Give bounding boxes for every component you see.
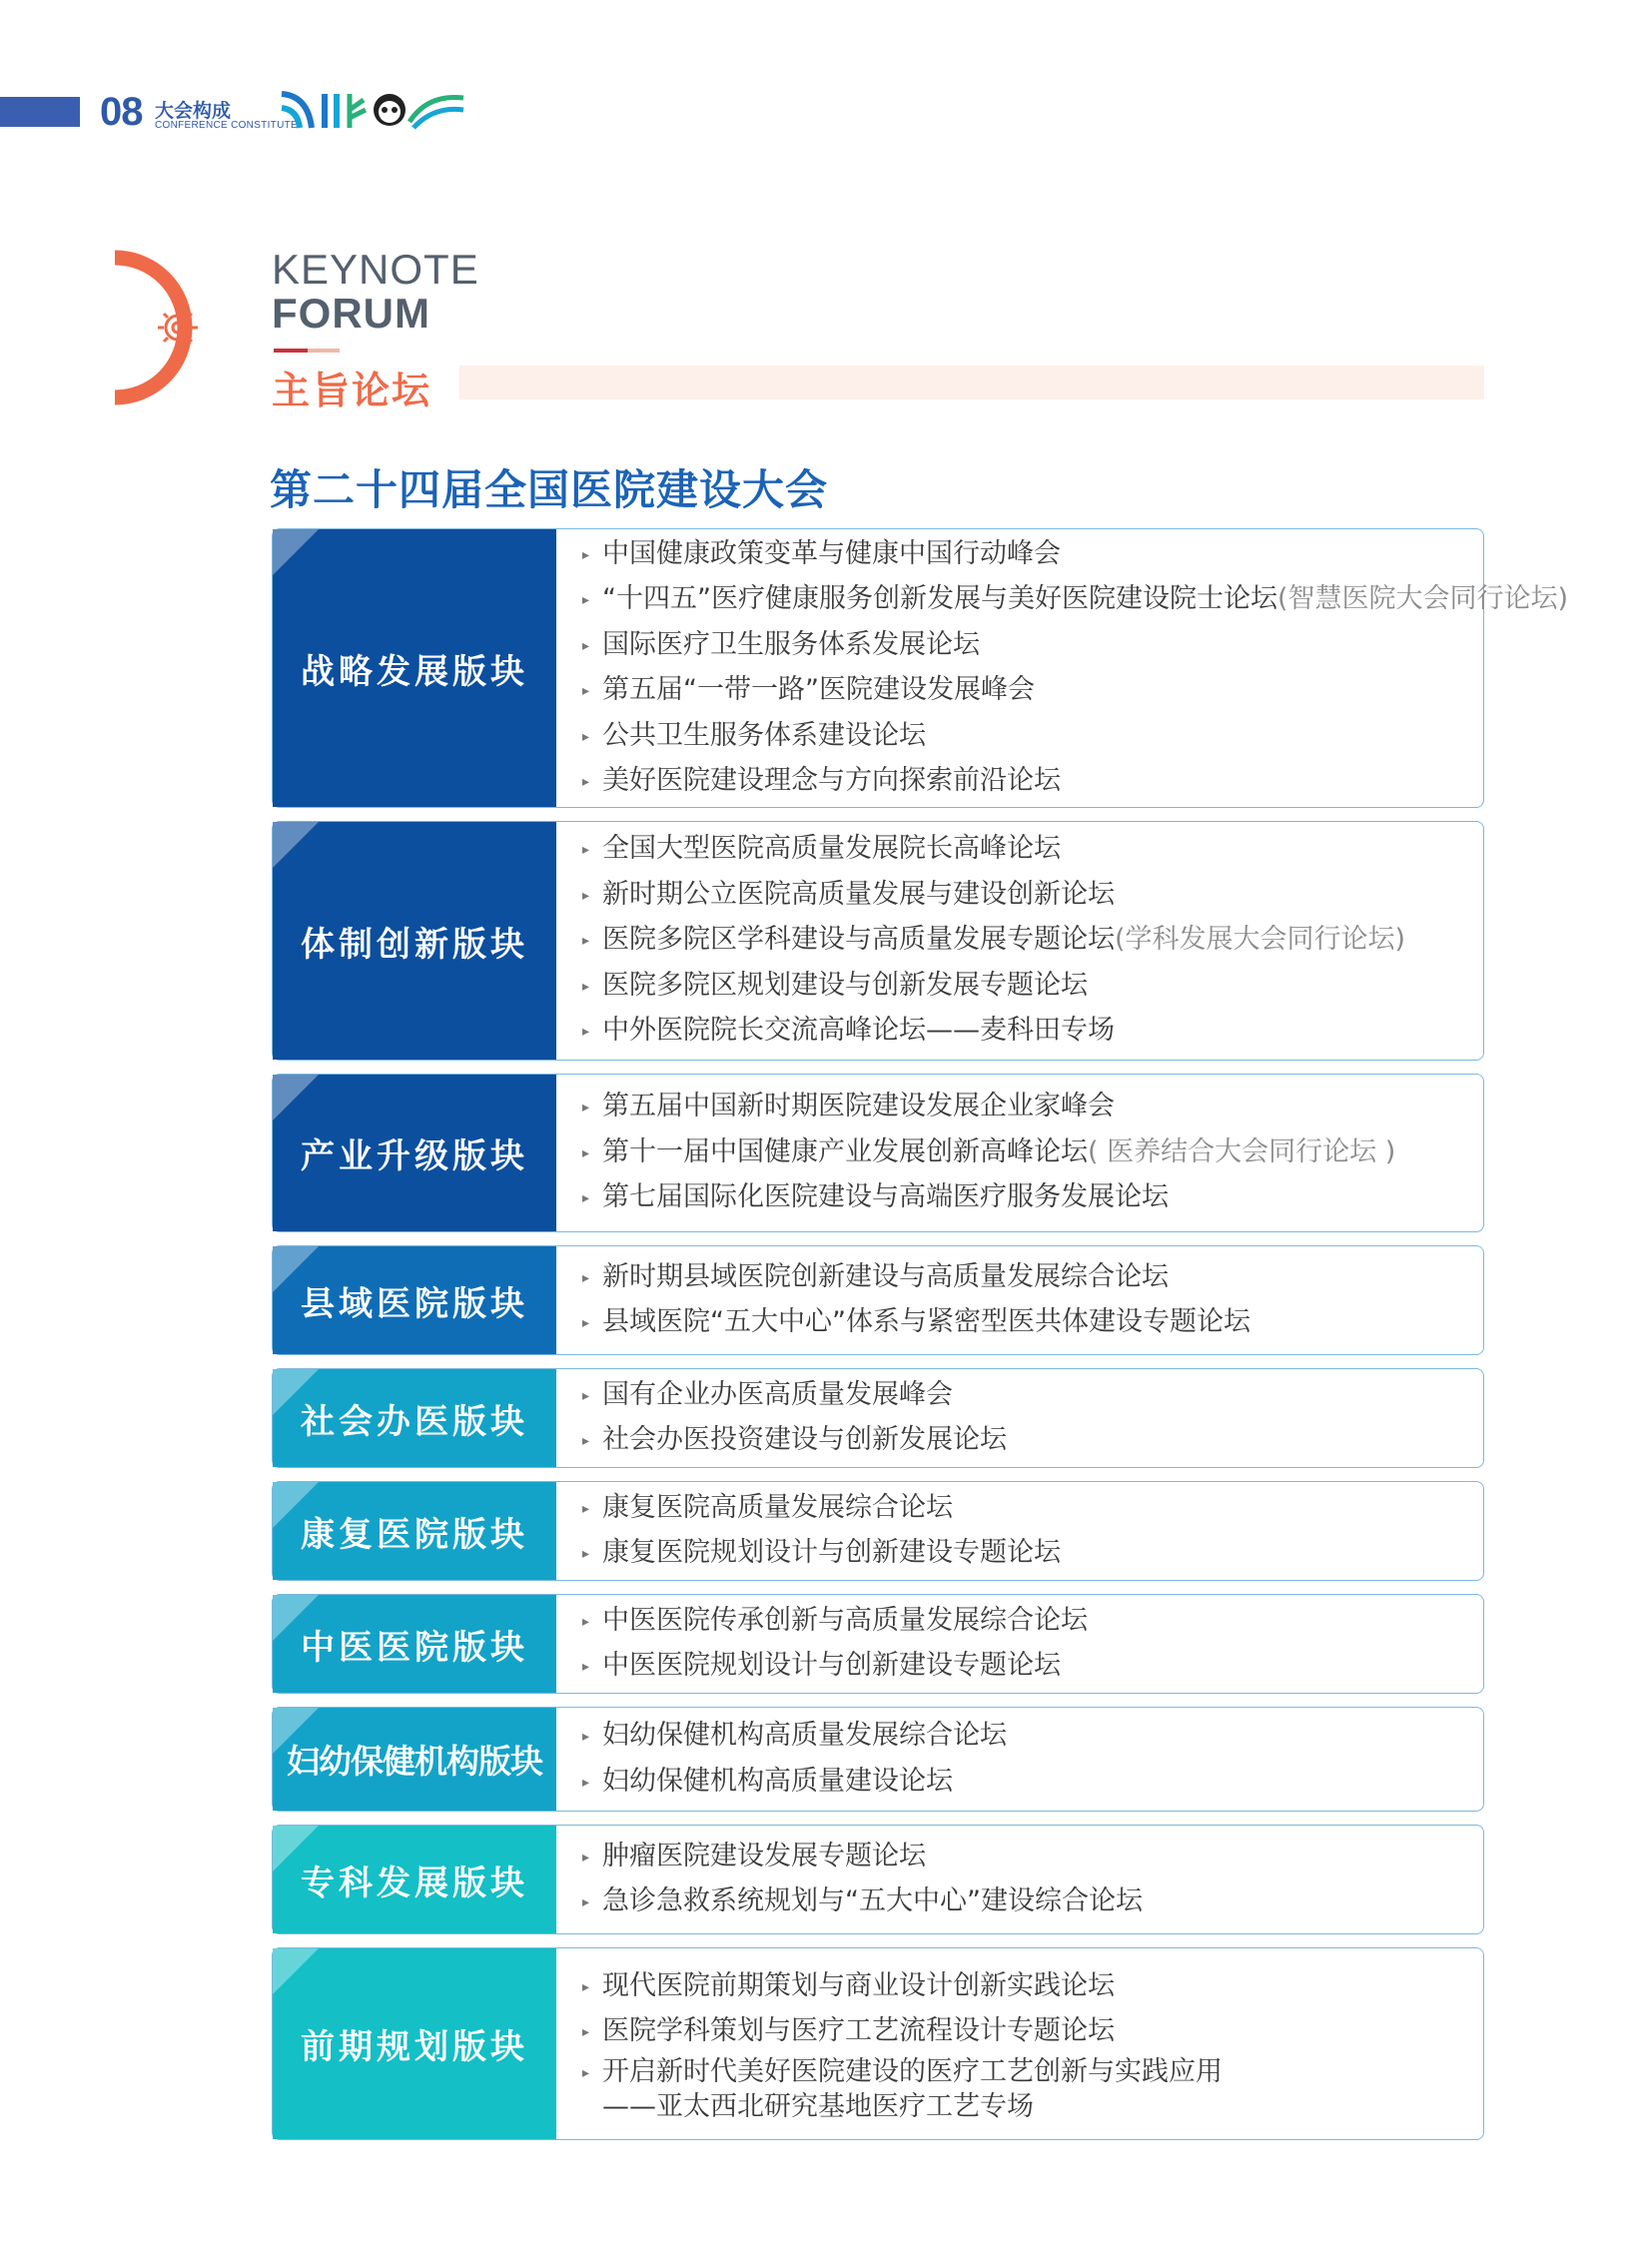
triangle-bullet-icon: ▸ [582,1613,590,1630]
triangle-bullet-icon: ▸ [582,592,590,608]
forum-section [272,821,1484,1061]
label-corner-decoration [273,1246,319,1292]
forum-list-item [582,1714,1473,1760]
section-title-en: CONFERENCE CONSTITUTE [155,120,298,131]
section-label [273,1075,556,1231]
forum-item-text: 中医医院规划设计与创新建设专题论坛 [602,1650,1061,1681]
label-corner-decoration [273,1482,319,1528]
section-item-list [582,1826,1473,1933]
triangle-bullet-icon: ▸ [582,1978,590,1995]
keynote-underline-red [274,349,308,353]
section-item-list [582,1075,1473,1231]
triangle-bullet-icon: ▸ [582,1100,590,1117]
triangle-bullet-icon: ▸ [582,546,590,563]
section-label [273,1246,556,1354]
section-item-list [582,1708,1473,1811]
keynote-cn-title: 主旨论坛 [272,369,432,412]
forum-section [272,1947,1484,2140]
forum-list-item [582,1418,1473,1464]
section-label-text: 中医医院版块 [301,1627,528,1668]
section-label [273,1482,556,1580]
triangle-bullet-icon: ▸ [582,978,590,995]
forum-item-text: 医院多院区规划建设与创新发展专题论坛 [602,969,1088,1001]
gear-ring-icon [110,250,235,404]
triangle-bullet-icon: ▸ [582,774,590,790]
forum-list-item [582,1486,1473,1532]
keynote-band [459,366,1484,399]
section-label-text: 县域医院版块 [301,1283,528,1324]
triangle-bullet-icon: ▸ [582,1729,590,1745]
forum-item-text: 国有企业办医高质量发展峰会 [602,1378,953,1410]
forum-item-note: (智慧医院大会同行论坛) [1276,583,1569,614]
section-title-cn: 大会构成 [155,100,232,122]
forum-list-item [582,918,1473,964]
forum-item-text: 急诊急救系统规划与“五大中心”建设综合论坛 [602,1885,1143,1916]
forum-item-text: 社会办医投资建设与创新发展论坛 [602,1424,1007,1455]
forum-section [272,1594,1484,1694]
section-label-text: 产业升级版块 [301,1136,528,1176]
section-item-list [582,1595,1473,1693]
forum-section [272,1707,1484,1812]
forum-item-text: 康复医院高质量发展综合论坛 [602,1491,953,1523]
section-item-list [582,529,1569,807]
forum-item-text: 美好医院建设理念与方向探索前沿论坛 [602,765,1061,796]
label-corner-decoration [273,1948,319,1994]
forum-item-text: 第七届国际化医院建设与高端医疗服务发展论坛 [602,1181,1169,1213]
triangle-bullet-icon: ▸ [582,1546,590,1562]
section-item-list [582,1482,1473,1580]
triangle-bullet-icon: ▸ [582,1500,590,1517]
section-item-list [582,822,1473,1060]
forum-list-item [582,1130,1473,1176]
forum-item-text: 康复医院规划设计与创新建设专题论坛 [602,1537,1061,1568]
forum-item-text: 医院学科策划与医疗工艺流程设计专题论坛 [602,2015,1115,2046]
forum-list-item [582,1373,1473,1419]
main-title: 第二十四届全国医院建设大会 [270,465,829,514]
forum-list-item [582,2090,1473,2124]
section-item-list [582,1246,1473,1354]
triangle-bullet-icon: ▸ [582,1659,590,1675]
forum-list-item [582,1879,1473,1925]
forum-list-item [582,1300,1473,1346]
forum-item-text: 肿瘤医院建设发展专题论坛 [602,1840,926,1871]
triangle-bullet-icon: ▸ [582,637,590,654]
forum-list-item [582,714,1473,760]
forum-item-text: 公共卫生服务体系建设论坛 [602,719,926,751]
triangle-bullet-icon: ▸ [582,1387,590,1404]
forum-list-item [582,873,1473,919]
forum-list-item [582,1644,1473,1690]
triangle-bullet-icon: ▸ [582,887,590,904]
section-label [273,529,556,807]
forum-section [272,1481,1484,1581]
forum-list-item [582,759,1473,805]
section-label-text: 体制创新版块 [301,924,528,965]
forum-item-text: 妇幼保健机构高质量建设论坛 [602,1765,953,1797]
forum-item-note: (学科发展大会同行论坛) [1115,924,1406,956]
section-label [273,822,556,1060]
forum-list-item [582,1599,1473,1645]
triangle-bullet-icon: ▸ [582,1190,590,1207]
forum-list-item [582,2009,1473,2055]
forum-item-text: 第十一届中国健康产业发展创新高峰论坛 [602,1135,1088,1167]
forum-list-item [582,1255,1473,1301]
forum-item-text: ——亚太西北研究基地医疗工艺专场 [602,2090,1034,2122]
triangle-bullet-icon: ▸ [582,933,590,950]
conference-logo-icon [278,88,467,133]
section-label [273,1369,556,1467]
section-label [273,1595,556,1693]
triangle-bullet-icon: ▸ [582,1433,590,1449]
triangle-bullet-icon: ▸ [582,1024,590,1041]
forum-item-text: 新时期公立医院高质量发展与建设创新论坛 [602,878,1115,910]
forum-list-item [582,2055,1473,2090]
section-label-text: 专科发展版块 [301,1863,528,1903]
section-label-text: 社会办医版块 [301,1401,528,1442]
forum-item-text: 新时期县域医院创新建设与高质量发展综合论坛 [602,1260,1169,1292]
forum-item-text: 国际医疗卫生服务体系发展论坛 [602,628,980,660]
label-corner-decoration [273,1708,319,1754]
forum-section [272,1825,1484,1934]
triangle-bullet-icon: ▸ [582,2064,590,2081]
triangle-bullet-icon: ▸ [582,1849,590,1866]
section-label [273,1826,556,1933]
triangle-bullet-icon: ▸ [582,1144,590,1161]
forum-item-text: 中国健康政策变革与健康中国行动峰会 [602,537,1061,569]
forum-list-item [582,1531,1473,1577]
forum-list-item [582,532,1473,578]
section-label-text: 前期规划版块 [301,2027,528,2067]
label-corner-decoration [273,1826,319,1871]
page-number: 08 [100,90,143,134]
forum-section [272,1074,1484,1232]
forum-list-item [582,1835,1473,1880]
triangle-bullet-icon: ▸ [582,728,590,745]
forum-item-text: 中医医院传承创新与高质量发展综合论坛 [602,1604,1088,1636]
section-label-text: 康复医院版块 [301,1514,528,1555]
section-label-text: 妇幼保健机构版块 [287,1742,542,1781]
forum-section [272,1245,1484,1355]
section-item-list [582,1948,1473,2139]
forum-list-item [582,964,1473,1010]
forum-list-item [582,827,1473,873]
label-corner-decoration [273,529,319,575]
forum-item-text: “十四五”医疗健康服务创新发展与美好医院建设院士论坛 [602,583,1277,614]
keynote-en-line2: FORUM [272,290,430,337]
forum-list-item [582,623,1473,669]
triangle-bullet-icon: ▸ [582,2024,590,2040]
section-label [273,1708,556,1811]
section-label [273,1948,556,2139]
triangle-bullet-icon: ▸ [582,1774,590,1791]
forum-section [272,1368,1484,1468]
forum-list-item [582,1085,1473,1130]
triangle-bullet-icon: ▸ [582,1269,590,1286]
forum-item-note: ( 医养结合大会同行论坛 ) [1088,1135,1396,1167]
triangle-bullet-icon: ▸ [582,683,590,699]
forum-item-text: 开启新时代美好医院建设的医疗工艺创新与实践应用 [602,2055,1223,2087]
forum-list-item [582,1009,1473,1055]
forum-item-text: 第五届中国新时期医院建设发展企业家峰会 [602,1091,1115,1122]
forum-list-item [582,577,1569,623]
header-color-bar [0,97,80,127]
forum-list-item [582,1175,1473,1221]
triangle-bullet-icon: ▸ [582,842,590,859]
label-corner-decoration [273,1595,319,1641]
forum-item-text: 医院多院区学科建设与高质量发展专题论坛 [602,924,1115,956]
forum-item-text: 中外医院院长交流高峰论坛——麦科田专场 [602,1015,1115,1047]
label-corner-decoration [273,822,319,868]
forum-item-text: 全国大型医院高质量发展院长高峰论坛 [602,833,1061,865]
keynote-en-line1: KEYNOTE [272,246,479,293]
section-label-text: 战略发展版块 [301,651,528,692]
forum-list-item [582,668,1473,714]
triangle-bullet-icon: ▸ [582,1315,590,1331]
section-item-list [582,1369,1473,1467]
forum-list-item [582,1964,1473,2010]
forum-item-text: 第五届“一带一路”医院建设发展峰会 [602,674,1035,705]
triangle-bullet-icon: ▸ [582,1894,590,1910]
label-corner-decoration [273,1369,319,1415]
forum-item-text: 现代医院前期策划与商业设计创新实践论坛 [602,1969,1115,2001]
label-corner-decoration [273,1075,319,1120]
forum-item-text: 县域医院“五大中心”体系与紧密型医共体建设专题论坛 [602,1306,1250,1337]
forum-item-text: 妇幼保健机构高质量发展综合论坛 [602,1720,1007,1751]
keynote-underline-pink [308,349,340,353]
forum-section [272,528,1569,808]
forum-list-item [582,1760,1473,1806]
